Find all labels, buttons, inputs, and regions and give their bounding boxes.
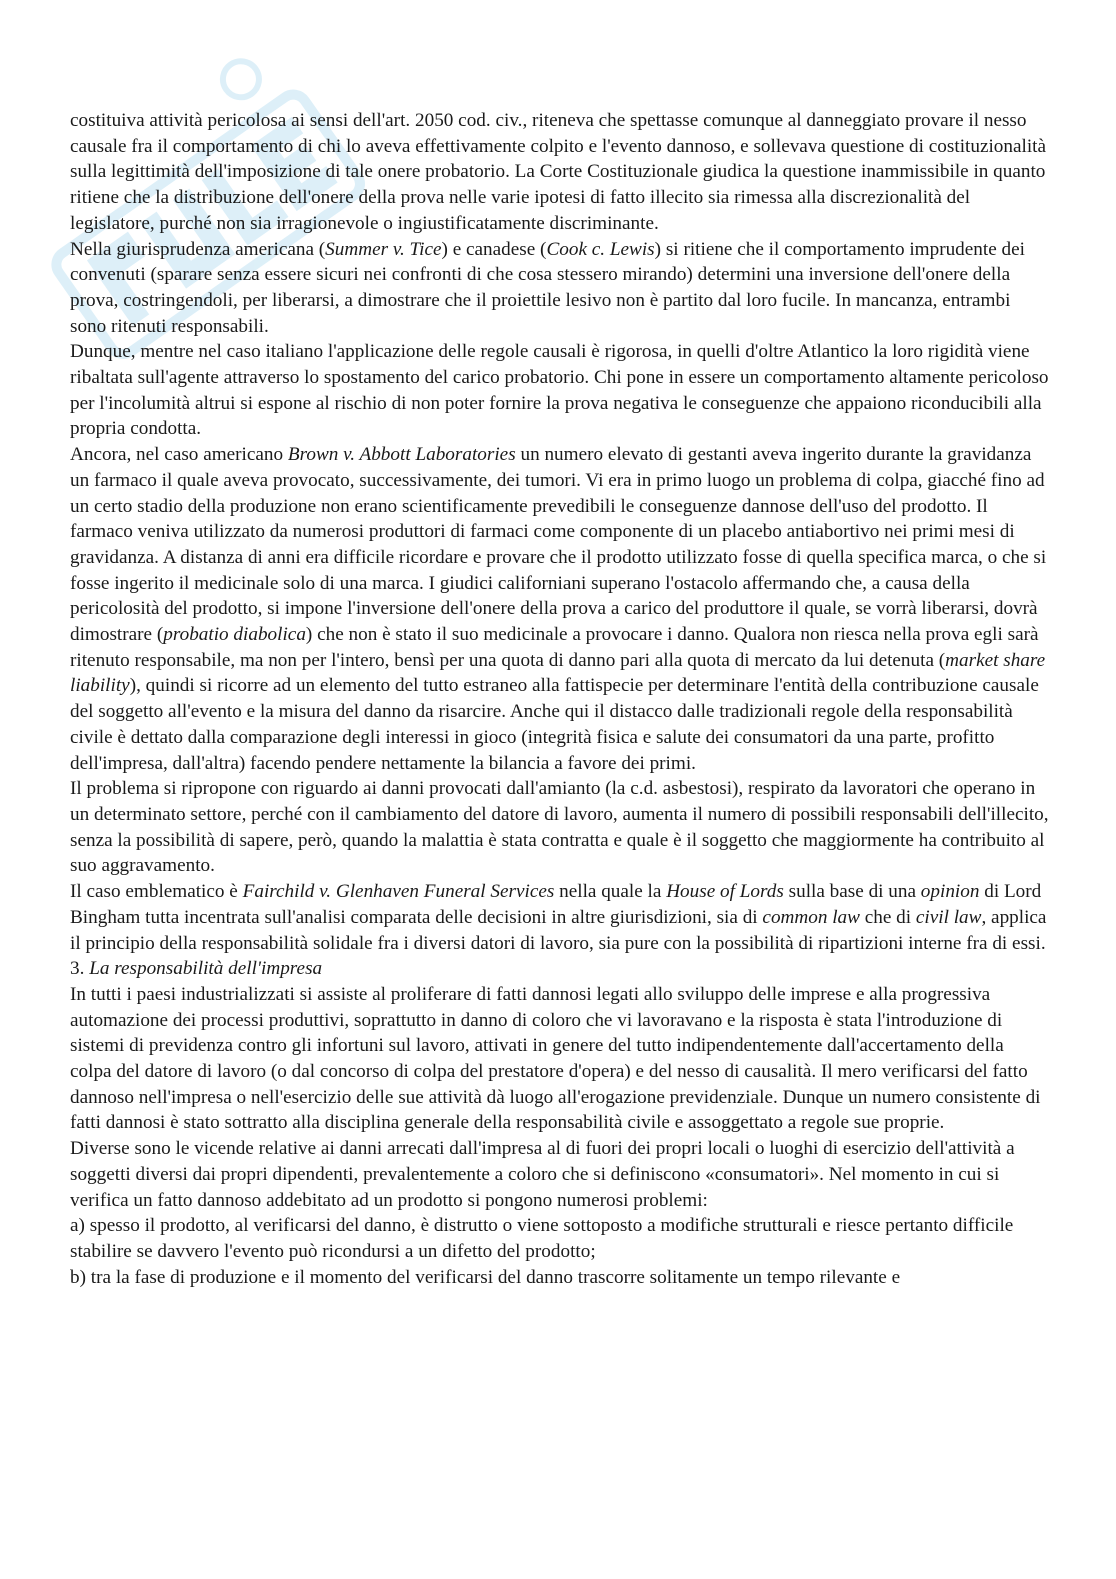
text-run: 3. <box>70 958 90 980</box>
paragraph <box>70 442 1050 776</box>
italic-run: House of Lords <box>666 881 784 903</box>
paragraph <box>70 237 1050 340</box>
text-run: Dunque, mentre nel caso italiano l'applicazione delle regole causali è rigorosa, in quelli d'oltre Atlantico la loro rigidità viene ribaltata sull'agente attraverso lo spostamento del carico probatorio. Chi pone in essere un comportamento altamente pericoloso per l'incolumità altrui si espone al rischio di non poter fornire la prova negativa le conseguenze che appaiono riconducibili alla propria condotta. <box>70 341 1049 440</box>
text-run: che di <box>859 906 916 928</box>
text-run: di Lord Bingham tutta incentrata sull'analisi comparata delle decisioni in altre giurisdizioni, sia di <box>70 881 1042 928</box>
italic-run: Fairchild v. Glenhaven Funeral Services <box>242 881 555 903</box>
text-run: Diverse sono le vicende relative ai danni arrecati dall'impresa al di fuori dei propri locali o luoghi di esercizio dell'attività a soggetti diversi dai propri dipendenti, prevalentemente a coloro che si definiscono «consumatori». Nel momento in cui si verifica un fatto dannoso addebitato ad un prodotto si pongono numerosi problemi: <box>70 1138 1015 1211</box>
text-run: costituiva attività pericolosa ai sensi dell'art. 2050 cod. civ., riteneva che spettasse comunque al danneggiato provare il nesso causale fra il comportamento di chi lo aveva effettivamente colpito e l'evento dannoso, e sollevava questione di costituzionalità sulla legittimità dell'imposizione di tale onere probatorio. La Corte Costituzionale giudica la questione inammissibile in quanto ritiene che la distribuzione dell'onere della prova nelle varie ipotesi di fatto illecito sia rimessa alla discrezionalità del legislatore, purché non sia irragionevole o ingiustificatamente discriminante. <box>70 110 1047 234</box>
text-run: ) e canadese ( <box>441 238 547 260</box>
text-run: Nella giurisprudenza americana ( <box>70 238 326 260</box>
text-run: nella quale la <box>554 881 667 903</box>
paragraph <box>70 879 1050 956</box>
text-run: Il caso emblematico è <box>70 881 243 903</box>
italic-run: probatio diabolica <box>163 624 306 646</box>
paragraph <box>70 982 1050 1136</box>
text-run: In tutti i paesi industrializzati si assiste al proliferare di fatti dannosi legati allo sviluppo delle imprese e alla progressiva automazione dei processi produttivi, soprattutto in danno di coloro che vi lavoravano e la risposta è stata l'introduzione di sistemi di previdenza contro gli infortuni sul lavoro, attivati in genere del tutto indipendentemente dall'accertamento della colpa del datore di lavoro (o dal concorso di colpa del prestatore d'opera) e del nesso di causalità. Il mero verificarsi del fatto dannoso nell'impresa o nell'esercizio delle sue attività dà luogo all'erogazione previdenziale. Dunque un numero consistente di fatti dannosi è stato sottratto alla disciplina generale della responsabilità civile e assoggettato a regole sue proprie. <box>70 983 1041 1134</box>
paragraph <box>70 1136 1050 1213</box>
italic-run: civil law <box>915 906 982 928</box>
text-run: , applica il principio della responsabilità solidale fra i diversi datori di lavoro, sia pure con la possibilità di ripartizioni interne fra di essi. <box>70 906 1047 954</box>
text-run: un numero elevato di gestanti aveva ingerito durante la gravidanza un farmaco il quale aveva provocato, successivamente, dei tumori. Vi era in primo luogo un problema di colpa, giacché fino ad un certo stadio della produzione non erano scientificamente prevedibili le conseguenze dannose dell'uso del prodotto. Il farmaco veniva utilizzato da numerosi produttori di farmaci come componente di un placebo antiabortivo nei primi mesi di gravidanza. A distanza di anni era difficile ricordare e provare che il prodotto utilizzato fosse di quella specifica marca, o che si fosse ingerito il medicinale solo di una marca. I giudici californiani superano l'ostacolo affermando che, a causa della pericolosità del prodotto, si impone l'inversione dell'onere della prova a carico del produttore il quale, se vorrà liberarsi, dovrà dimostrare ( <box>70 444 1047 646</box>
paragraph <box>70 1265 1050 1291</box>
italic-run: market share liability <box>70 649 1046 697</box>
paragraph <box>70 956 1050 982</box>
italic-run: common law <box>762 906 860 928</box>
text-run: a) spesso il prodotto, al verificarsi del danno, è distrutto o viene sottoposto a modifiche strutturali e riesce pertanto difficile stabilire se davvero l'evento può ricondursi a un difetto del prodotto; <box>70 1215 1014 1262</box>
text-run: Il problema si ripropone con riguardo ai danni provocati dall'amianto (la c.d. asbestosi), respirato da lavoratori che operano in un determinato settore, perché con il cambiamento del datore di lavoro, aumenta il numero di possibili responsabili dell'illecito, senza la possibilità di sapere, però, quando la malattia è stata contratta e quale è il soggetto che maggiormente ha contribuito al suo aggravamento. <box>70 778 1049 877</box>
italic-run: opinion <box>920 881 980 903</box>
text-run: ), quindi si ricorre ad un elemento del tutto estraneo alla fattispecie per determinare l'entità della contribuzione causale del soggetto all'evento e la misura del danno da risarcire. Anche qui il distacco dalle tradizionali regole della responsabilità civile è dettato dalla comparazione degli interessi in gioco (integrità fisica e salute dei consumatori da una parte, profitto dell'impresa, dall'altra) facendo pendere nettamente la bilancia a favore dei primi. <box>70 675 1039 774</box>
text-run: sulla base di una <box>783 881 921 903</box>
text-run: b) tra la fase di produzione e il momento del verificarsi del danno trascorre solitamente un tempo rilevante e <box>70 1266 901 1288</box>
text-run: ) che non è stato il suo medicinale a provocare i danno. Qualora non riesca nella prova egli sarà ritenuto responsabile, ma non per l'intero, bensì per una quota di danno pari alla quota di mercato da lui detenuta ( <box>70 624 1039 671</box>
italic-run: Summer v. Tice <box>325 238 442 260</box>
paragraph <box>70 776 1050 879</box>
italic-run: Cook c. Lewis <box>546 238 655 260</box>
italic-run: Brown v. Abbott Laboratories <box>287 444 516 466</box>
italic-run: La responsabilità dell'impresa <box>89 958 323 980</box>
text-run: ) si ritiene che il comportamento imprudente dei convenuti (sparare senza essere sicuri nei confronti di che cosa stessero mirando) determini una inversione dell'onere della prova, costringendoli, per liberarsi, a dimostrare che il proiettile lesivo non è partito dal loro fucile. In mancanza, entrambi sono ritenuti responsabili. <box>70 238 1025 337</box>
text-run: Ancora, nel caso americano <box>70 444 288 466</box>
paragraph <box>70 108 1050 237</box>
paragraph <box>70 1213 1050 1264</box>
paragraph <box>70 339 1050 442</box>
document-body <box>70 108 1050 1290</box>
